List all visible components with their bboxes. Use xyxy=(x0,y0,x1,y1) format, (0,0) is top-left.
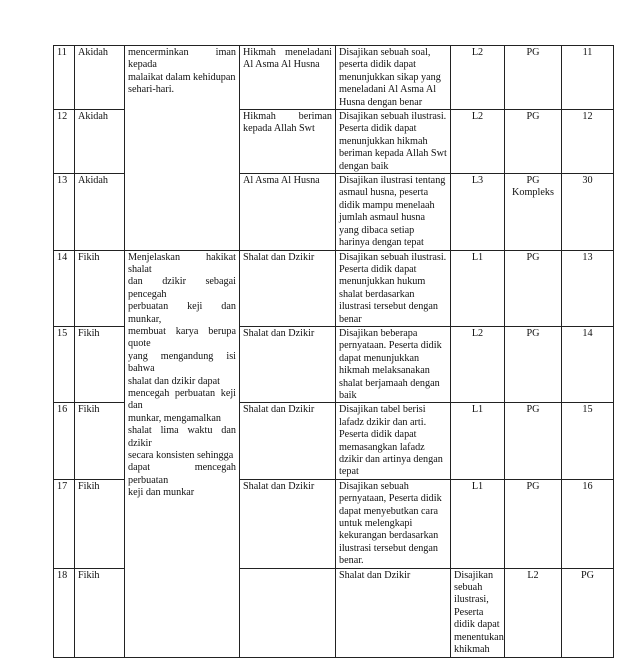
competency-line: perbuatan keji dan munkar, xyxy=(128,301,236,325)
question-type-cell: PG xyxy=(505,250,562,326)
level-cell: L2 xyxy=(451,46,505,110)
question-number-cell: 11 xyxy=(562,46,614,110)
material-cell: Shalat dan Dzikir xyxy=(336,568,451,657)
question-type-cell: PG xyxy=(505,479,562,568)
indicator-cell: Disajikan sebuah ilustrasi, Peserta didik dapat menentukan khikmah xyxy=(451,568,505,657)
kisi-kisi-table xyxy=(53,45,614,658)
question-number-cell: 30 xyxy=(562,174,614,250)
question-number-cell: 15 xyxy=(562,403,614,479)
competency-line: membuat karya berupa quote xyxy=(128,325,236,350)
row-number: 13 xyxy=(54,174,75,250)
row-number: 15 xyxy=(54,326,75,402)
indicator-cell: Disajikan ilustrasi tentang asmaul husna, peserta didik mampu menelaah jumlah asmaul husna yang dibaca setiap harinya dengan tepat xyxy=(336,174,451,250)
question-number-cell: 14 xyxy=(562,326,614,402)
competency-line: shalat dan dzikir dapat xyxy=(128,375,220,387)
table-row xyxy=(54,250,614,326)
competency-line: secara konsisten sehingga xyxy=(128,450,234,461)
indicator-cell: Disajikan sebuah pernyataan, Peserta didik dapat menyebutkan cara untuk melengkapi kekurangan berdasarkan ilustrasi tersebut dengan benar. xyxy=(336,479,451,568)
level-cell: L3 xyxy=(451,174,505,250)
row-number: 17 xyxy=(54,479,75,568)
subject-cell: Fikih xyxy=(75,479,125,568)
material-cell: Shalat dan Dzikir xyxy=(240,479,336,568)
indicator-cell: Disajikan beberapa pernyataan. Peserta didik dapat menunjukkan hikmah melaksanakan shalat berjamaah dengan baik xyxy=(336,326,451,402)
question-type-cell: PG xyxy=(505,110,562,174)
indicator-cell: Disajikan tabel berisi lafadz dzikir dan arti. Peserta didik dapat memasangkan lafadz dzikir dan artinya dengan tepat xyxy=(336,403,451,479)
competency-line: mencegah perbuatan keji dan xyxy=(128,387,236,412)
competency-line: sehari-hari. xyxy=(128,84,175,96)
question-type-cell: PG Kompleks xyxy=(505,174,562,250)
competency-line: dan dzikir sebagai pencegah xyxy=(128,276,236,300)
material-cell: Shalat dan Dzikir xyxy=(240,326,336,402)
subject-cell: Fikih xyxy=(75,568,125,657)
subject-cell: Akidah xyxy=(75,46,125,110)
subject-cell: Akidah xyxy=(75,174,125,250)
competency-line: munkar, mengamalkan xyxy=(128,412,221,424)
question-type-cell: PG xyxy=(505,326,562,402)
material-cell: Al Asma Al Husna xyxy=(240,174,336,250)
level-cell: L2 xyxy=(451,326,505,402)
question-type-cell: PG xyxy=(505,403,562,479)
subject-cell: Akidah xyxy=(75,110,125,174)
indicator-cell: Disajikan sebuah soal, peserta didik dapat menunjukkan sikap yang meneladani Al Asma Al Husna dengan benar xyxy=(336,46,451,110)
subject-cell: Fikih xyxy=(75,403,125,479)
competency-cell-akidah xyxy=(125,46,240,251)
row-number: 12 xyxy=(54,110,75,174)
table-row xyxy=(54,46,614,110)
material-cell: Hikmah beriman kepada Allah Swt xyxy=(240,110,336,174)
level-cell: L1 xyxy=(451,250,505,326)
question-number-cell: 13 xyxy=(562,250,614,326)
question-number-cell: 16 xyxy=(562,479,614,568)
question-type-cell: PG xyxy=(505,46,562,110)
level-cell: L1 xyxy=(451,403,505,479)
level-cell: L2 xyxy=(451,110,505,174)
question-type-cell: PG xyxy=(562,568,614,657)
question-number-cell: 12 xyxy=(562,110,614,174)
level-cell: L2 xyxy=(505,568,562,657)
indicator-cell: Disajikan sebuah ilustrasi. Peserta didik dapat menunjukkan hikmah beriman kepada Allah Swt dengan baik xyxy=(336,110,451,174)
competency-line: keji dan munkar xyxy=(128,487,195,499)
material-cell: Shalat dan Dzikir xyxy=(240,403,336,479)
competency-line: Menjelaskan hakikat shalat xyxy=(128,251,236,275)
indicator-cell: Disajikan sebuah ilustrasi. Peserta didik dapat menunjukkan hukum shalat berdasarkan ilustrasi tersebut dengan benar xyxy=(336,250,451,326)
row-number: 14 xyxy=(54,250,75,326)
level-cell: L1 xyxy=(451,479,505,568)
row-number: 16 xyxy=(54,403,75,479)
competency-line: mencerminkan iman kepada xyxy=(128,47,236,71)
competency-cell-fikih xyxy=(125,250,240,657)
competency-line: yang mengandung isi bahwa xyxy=(128,350,236,375)
competency-line: shalat lima waktu dan dzikir xyxy=(128,425,236,449)
subject-cell: Fikih xyxy=(75,326,125,402)
row-number: 18 xyxy=(54,568,75,657)
competency-line: dapat mencegah perbuatan xyxy=(128,462,236,486)
row-number: 11 xyxy=(54,46,75,110)
competency-cell-empty xyxy=(240,568,336,657)
subject-cell: Fikih xyxy=(75,250,125,326)
material-cell: Shalat dan Dzikir xyxy=(240,250,336,326)
material-cell: Hikmah meneladani Al Asma Al Husna xyxy=(240,46,336,110)
competency-line: malaikat dalam kehidupan xyxy=(128,71,236,83)
